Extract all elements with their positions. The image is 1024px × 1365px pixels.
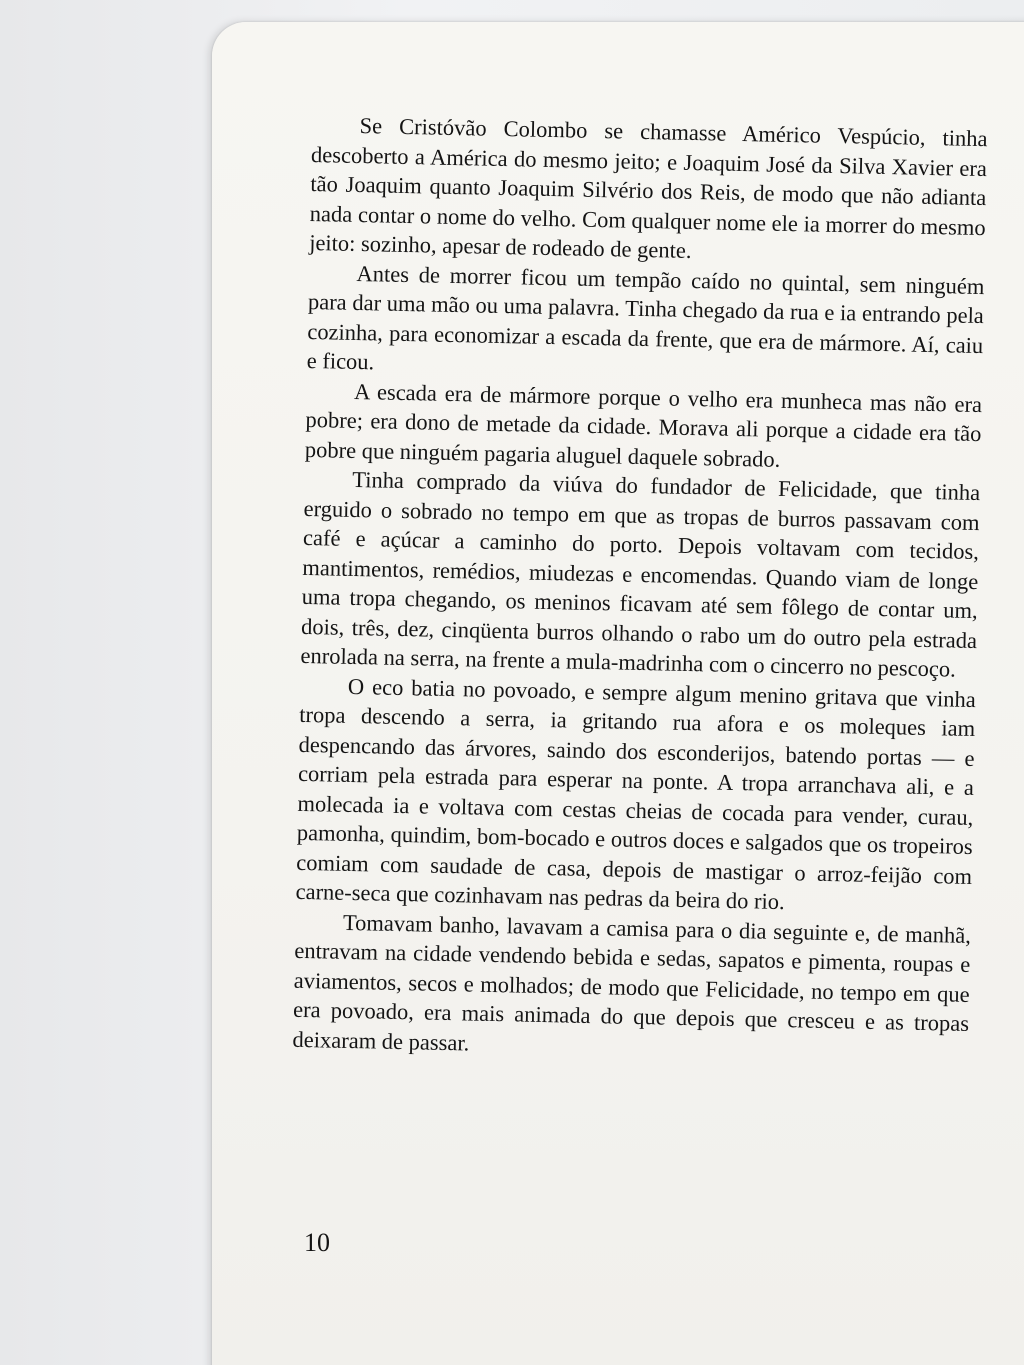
paragraph-5: O eco batia no povoado, e sempre algum menino gritava que vinha tropa descendo a serra, ia gritando rua afora e os moleques iam despencando das árvores, saindo dos esconderijos, batendo portas — e corriam pela estrada para esperar na ponte. A tropa arranchava ali, e a molecada ia e voltava com cestas cheias de cocada para vender, curau, pamonha, quindim, bom-bocado e outros doces e salgados que os tropeiros comiam com saudade de casa, depois de mastigar o arroz-feijão com carne-seca que cozinhavam nas pedras da beira do rio. — [295, 673, 977, 915]
paragraph-6: Tomavam banho, lavavam a camisa para o dia seguinte e, de manhã, entravam na cidade vendendo bebida e sedas, sapatos e pimenta, roupas e aviamentos, secos e molhados; de modo que Felicidade, no tempo em que era povoado, era mais animada do que depois que cresceu e as tropas deixaram de passar. — [292, 909, 972, 1055]
paragraph-4: Tinha comprado da viúva do fundador de Felicidade, que tinha erguido o sobrado no tempo em que as tropas de burros passavam com café e açúcar a caminho do porto. Depois voltavam com tecidos, mantimentos, remédios, miudezas e encomendas. Quando viam de longe uma tropa chegando, os meninos ficavam até sem fôlego de contar um, dois, três, dez, cinqüenta burros olhando o rabo um do outro pela estrada enrolada na serra, na frente a mula-madrinha com o cincerro no pescoço. — [300, 466, 981, 682]
paragraph-1: Se Cristóvão Colombo se chamasse Américo Vespúcio, tinha descoberto a América do mesmo jeito; e Joaquim José da Silva Xavier era tão Joaquim quanto Joaquim Silvério dos Reis, de modo que não adianta nada contar o nome do velho. Com qualquer nome ele ia morrer do mesmo jeito: sozinho, apesar de rodeado de gente. — [308, 113, 988, 263]
book-page — [212, 22, 1024, 1365]
paragraph-2: Antes de morrer ficou um tempão caído no quintal, sem ninguém para dar uma mão ou uma palavra. Tinha chegado da rua e ia entrando pela cozinha, para economizar a escada da frente, que era de mármore. Aí, caiu e ficou. — [306, 260, 985, 375]
page-number: 10 — [304, 1228, 330, 1257]
paragraph-3: A escada era de mármore porque o velho era munheca mas não era pobre; era dono de metade da cidade. Morava ali porque a cidade era tão pobre que ninguém pagaria aluguel daquele sobrado. — [304, 378, 983, 472]
body-text — [292, 110, 988, 1068]
